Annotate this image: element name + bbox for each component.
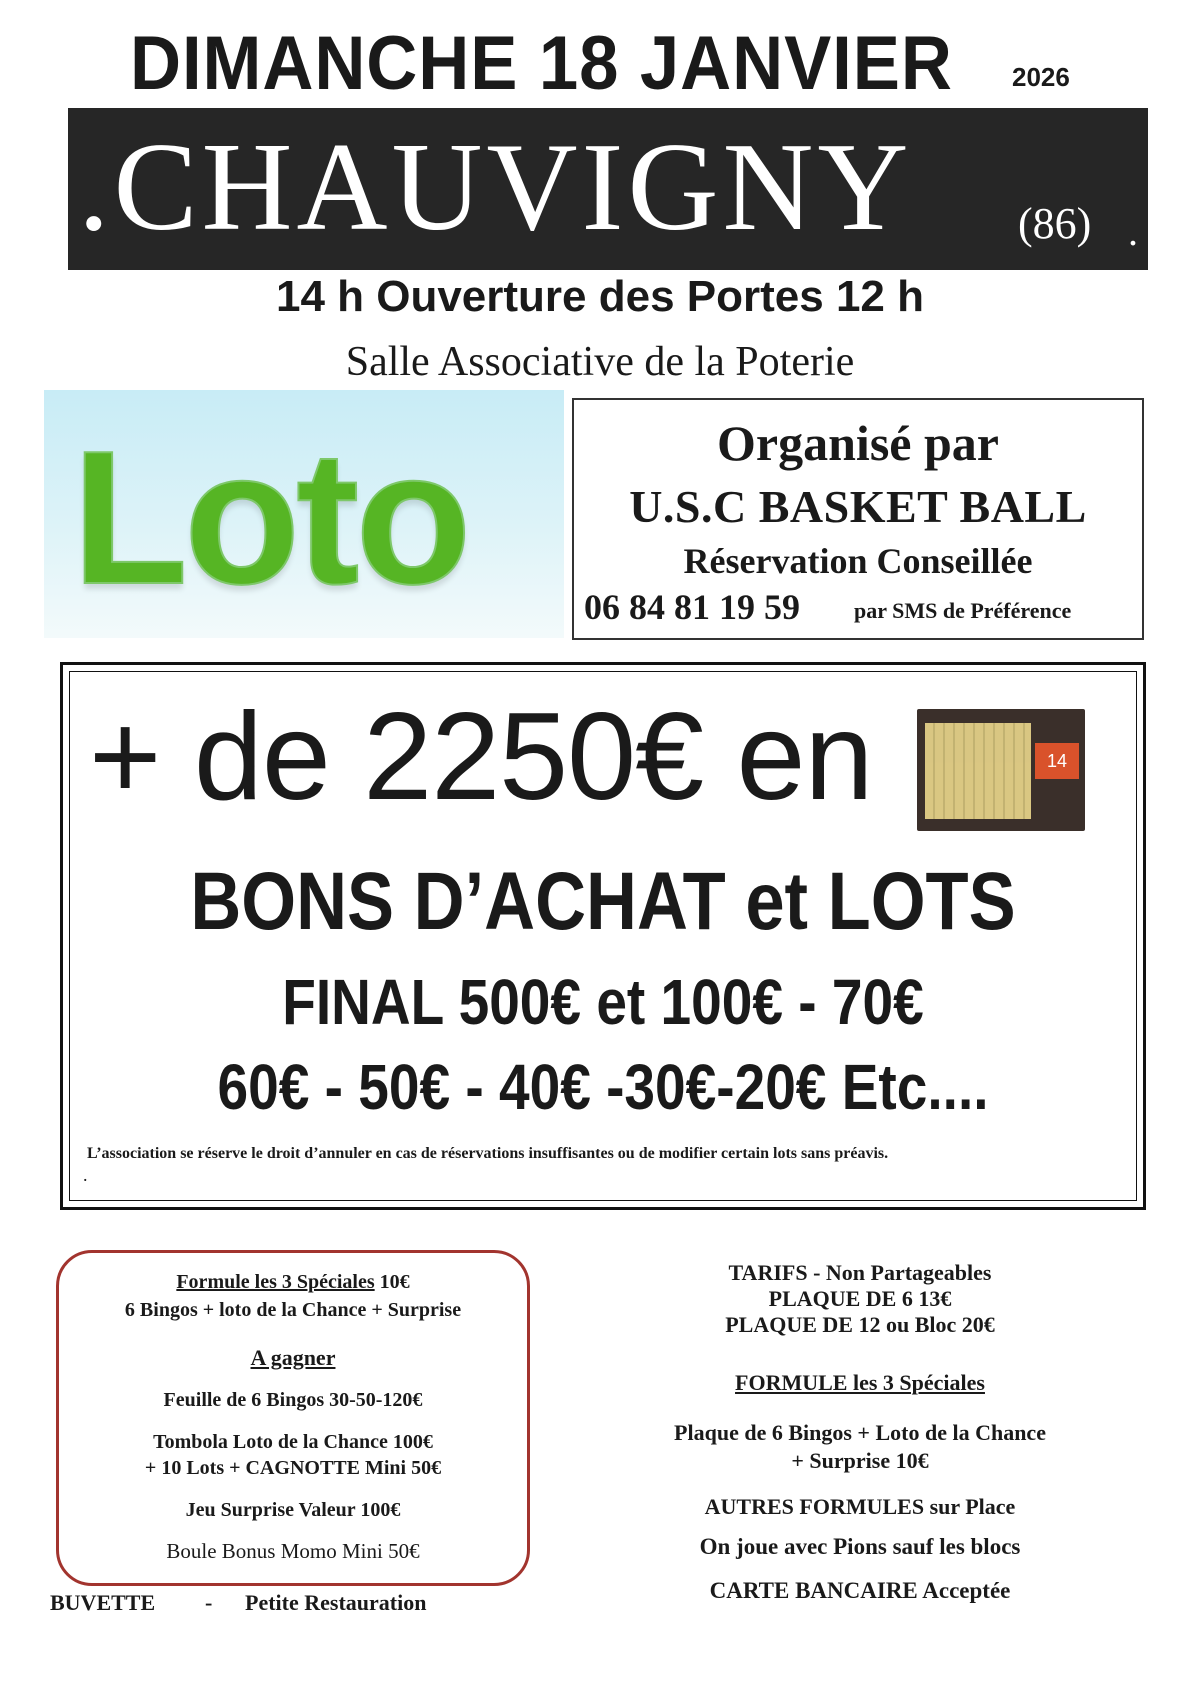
event-venue: Salle Associative de la Poterie xyxy=(345,339,855,385)
organizer-label: Organisé par xyxy=(717,415,999,471)
win-bingos: Feuille de 6 Bingos 30-50-120€ xyxy=(163,1389,423,1411)
city-band xyxy=(68,108,1148,270)
win-bonus: Boule Bonus Momo Mini 50€ xyxy=(166,1539,420,1563)
bingo-board-image xyxy=(917,709,1085,831)
tarifs-formula-line-1: Plaque de 6 Bingos + Loto de la Chance xyxy=(674,1420,1046,1445)
prize-amount: + de 2250€ en xyxy=(89,688,873,826)
stray-dot: . xyxy=(83,1165,88,1185)
loto-logo: Loto xyxy=(72,412,468,624)
department-number: (86) xyxy=(1018,199,1092,248)
bingo-board-grid xyxy=(925,723,1031,819)
phone-note: par SMS de Préférence xyxy=(854,598,1072,623)
formula-price: 10€ xyxy=(379,1271,410,1293)
prize-list: 60€ - 50€ - 40€ -30€-20€ Etc.... xyxy=(217,1051,989,1123)
petite-restauration: Petite Restauration xyxy=(245,1590,427,1615)
loto-logo-panel xyxy=(44,390,564,638)
event-date: DIMANCHE 18 JANVIER xyxy=(130,21,953,106)
other-formulas: AUTRES FORMULES sur Place xyxy=(704,1494,1016,1519)
pions-note: On joue avec Pions sauf les blocs xyxy=(699,1534,1021,1559)
prize-box xyxy=(60,662,1146,1210)
organizer-box xyxy=(572,398,1144,640)
reservation-label: Réservation Conseillée xyxy=(683,541,1033,581)
win-lots: + 10 Lots + CAGNOTTE Mini 50€ xyxy=(144,1457,442,1479)
formula-content: 6 Bingos + loto de la Chance + Surprise xyxy=(124,1299,462,1321)
formula-title-line xyxy=(59,1271,527,1294)
win-title: A gagner xyxy=(250,1345,336,1370)
disclaimer: L’association se réserve le droit d’annuler en cas de réservations insuffisantes ou de modifier certain lots sans préavis. xyxy=(87,1145,889,1162)
date-line xyxy=(130,20,1070,110)
win-tombola: Tombola Loto de la Chance 100€ xyxy=(153,1431,433,1453)
tarif-plaque-12: PLAQUE DE 12 ou Bloc 20€ xyxy=(725,1312,995,1337)
bingo-board-number: 14 xyxy=(1035,743,1079,779)
buvette: BUVETTE xyxy=(50,1590,156,1615)
organizer-club: U.S.C BASKET BALL xyxy=(629,481,1087,532)
tarif-plaque-6: PLAQUE DE 6 13€ xyxy=(768,1286,952,1311)
prize-final: FINAL 500€ et 100€ - 70€ xyxy=(282,966,924,1038)
band-dot: . xyxy=(1128,209,1138,254)
tarifs-formula-title: FORMULE les 3 Spéciales xyxy=(735,1370,985,1395)
phone-number: 06 84 81 19 59 xyxy=(584,587,800,627)
formula-title: Formule les 3 Spéciales xyxy=(176,1271,375,1293)
city-name: .CHAUVIGNY xyxy=(78,118,913,257)
footer-separator: - xyxy=(205,1590,213,1615)
win-surprise: Jeu Surprise Valeur 100€ xyxy=(185,1499,401,1521)
card-accepted: CARTE BANCAIRE Acceptée xyxy=(709,1578,1011,1603)
prize-type: BONS D’ACHAT et LOTS xyxy=(190,856,1016,947)
event-year: 2026 xyxy=(1012,62,1070,92)
event-hours: 14 h Ouverture des Portes 12 h xyxy=(275,272,925,321)
tarifs-title: TARIFS - Non Partageables xyxy=(728,1260,992,1285)
formula-box xyxy=(56,1250,530,1586)
tarifs-formula-line-2: + Surprise 10€ xyxy=(791,1448,929,1473)
win-title-line xyxy=(59,1345,527,1371)
